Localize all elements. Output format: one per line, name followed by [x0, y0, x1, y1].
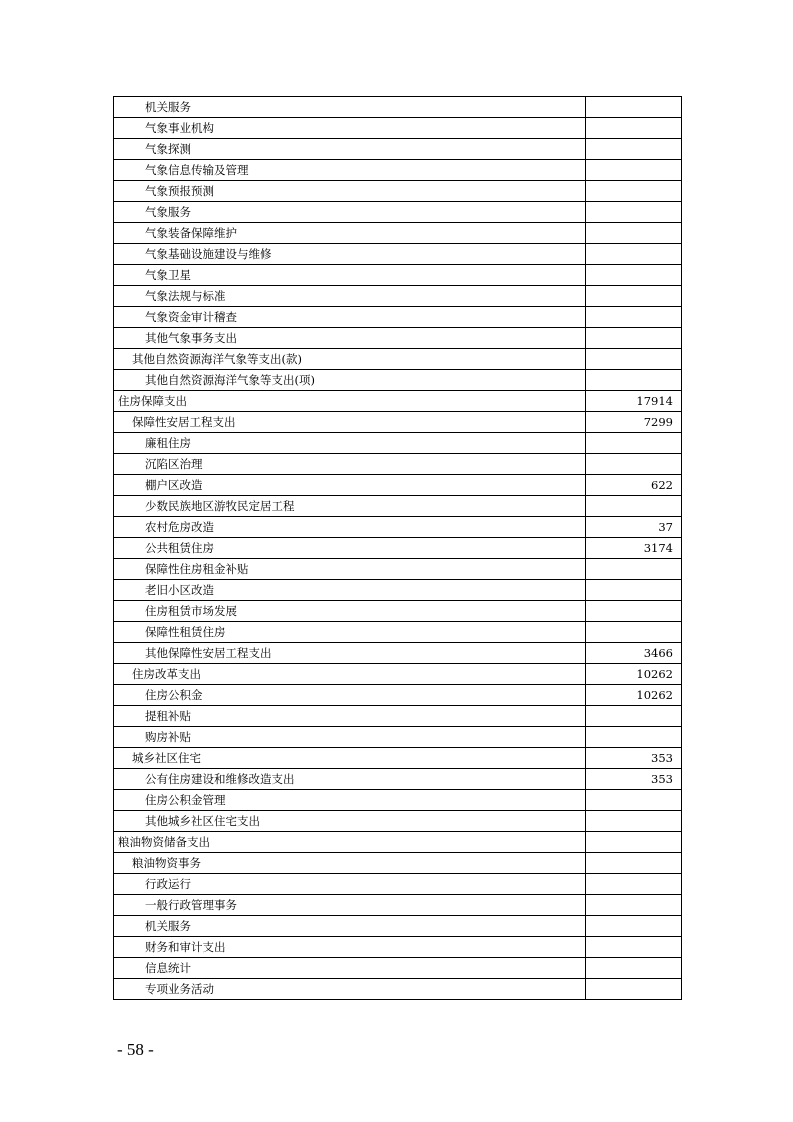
table-row — [114, 832, 682, 853]
item-name-cell: 住房改革支出 — [114, 664, 586, 685]
amount-cell — [586, 706, 682, 727]
table-row — [114, 454, 682, 475]
amount-cell — [586, 160, 682, 181]
item-name-cell: 住房保障支出 — [114, 391, 586, 412]
table-row — [114, 769, 682, 790]
amount-cell — [586, 937, 682, 958]
table-row — [114, 958, 682, 979]
item-name-cell: 廉租住房 — [114, 433, 586, 454]
amount-cell — [586, 601, 682, 622]
item-name-cell: 住房公积金 — [114, 685, 586, 706]
table-row — [114, 97, 682, 118]
amount-cell: 37 — [586, 517, 682, 538]
amount-cell — [586, 559, 682, 580]
budget-expenditure-table — [113, 96, 682, 1000]
amount-cell — [586, 223, 682, 244]
item-name-cell: 机关服务 — [114, 916, 586, 937]
item-name-cell: 其他城乡社区住宅支出 — [114, 811, 586, 832]
table-row — [114, 496, 682, 517]
item-name-cell: 提租补贴 — [114, 706, 586, 727]
item-name-cell: 气象事业机构 — [114, 118, 586, 139]
table-row — [114, 937, 682, 958]
item-name-cell: 棚户区改造 — [114, 475, 586, 496]
amount-cell — [586, 244, 682, 265]
page-number: - 58 - — [117, 1040, 154, 1059]
amount-cell — [586, 622, 682, 643]
table-row — [114, 601, 682, 622]
amount-cell — [586, 433, 682, 454]
table-row — [114, 391, 682, 412]
item-name-cell: 购房补贴 — [114, 727, 586, 748]
item-name-cell: 专项业务活动 — [114, 979, 586, 1000]
table-row — [114, 874, 682, 895]
amount-cell: 10262 — [586, 664, 682, 685]
table-row — [114, 202, 682, 223]
amount-cell — [586, 811, 682, 832]
amount-cell — [586, 349, 682, 370]
item-name-cell: 气象法规与标准 — [114, 286, 586, 307]
amount-cell — [586, 265, 682, 286]
amount-cell — [586, 895, 682, 916]
table-row — [114, 853, 682, 874]
amount-cell — [586, 139, 682, 160]
table-row — [114, 685, 682, 706]
table-row — [114, 517, 682, 538]
item-name-cell: 气象预报预测 — [114, 181, 586, 202]
item-name-cell: 农村危房改造 — [114, 517, 586, 538]
table-row — [114, 643, 682, 664]
item-name-cell: 粮油物资储备支出 — [114, 832, 586, 853]
table-row — [114, 412, 682, 433]
amount-cell — [586, 580, 682, 601]
amount-cell — [586, 286, 682, 307]
table-row — [114, 979, 682, 1000]
amount-cell: 3466 — [586, 643, 682, 664]
table-row — [114, 349, 682, 370]
table-row — [114, 370, 682, 391]
table-row — [114, 559, 682, 580]
item-name-cell: 保障性租赁住房 — [114, 622, 586, 643]
table-row — [114, 160, 682, 181]
item-name-cell: 气象装备保障维护 — [114, 223, 586, 244]
item-name-cell: 机关服务 — [114, 97, 586, 118]
amount-cell: 10262 — [586, 685, 682, 706]
table-row — [114, 622, 682, 643]
table-row — [114, 811, 682, 832]
item-name-cell: 气象基础设施建设与维修 — [114, 244, 586, 265]
item-name-cell: 其他气象事务支出 — [114, 328, 586, 349]
item-name-cell: 保障性安居工程支出 — [114, 412, 586, 433]
table-row — [114, 265, 682, 286]
table-row — [114, 580, 682, 601]
item-name-cell: 气象信息传输及管理 — [114, 160, 586, 181]
item-name-cell: 公有住房建设和维修改造支出 — [114, 769, 586, 790]
table-row — [114, 727, 682, 748]
amount-cell — [586, 97, 682, 118]
table-row — [114, 433, 682, 454]
amount-cell: 622 — [586, 475, 682, 496]
table-row — [114, 748, 682, 769]
amount-cell — [586, 853, 682, 874]
item-name-cell: 公共租赁住房 — [114, 538, 586, 559]
item-name-cell: 少数民族地区游牧民定居工程 — [114, 496, 586, 517]
item-name-cell: 沉陷区治理 — [114, 454, 586, 475]
amount-cell — [586, 454, 682, 475]
item-name-cell: 气象资金审计稽查 — [114, 307, 586, 328]
amount-cell: 353 — [586, 769, 682, 790]
item-name-cell: 其他自然资源海洋气象等支出(款) — [114, 349, 586, 370]
amount-cell: 3174 — [586, 538, 682, 559]
amount-cell: 7299 — [586, 412, 682, 433]
amount-cell — [586, 496, 682, 517]
table-row — [114, 286, 682, 307]
item-name-cell: 一般行政管理事务 — [114, 895, 586, 916]
table-row — [114, 244, 682, 265]
amount-cell — [586, 370, 682, 391]
table-row — [114, 664, 682, 685]
table-body — [114, 97, 682, 1000]
item-name-cell: 粮油物资事务 — [114, 853, 586, 874]
item-name-cell: 气象服务 — [114, 202, 586, 223]
amount-cell: 353 — [586, 748, 682, 769]
table-row — [114, 895, 682, 916]
table-row — [114, 475, 682, 496]
table-row — [114, 181, 682, 202]
item-name-cell: 财务和审计支出 — [114, 937, 586, 958]
amount-cell — [586, 307, 682, 328]
amount-cell — [586, 916, 682, 937]
table-row — [114, 139, 682, 160]
item-name-cell: 气象探测 — [114, 139, 586, 160]
amount-cell — [586, 727, 682, 748]
amount-cell — [586, 181, 682, 202]
table-row — [114, 538, 682, 559]
amount-cell — [586, 979, 682, 1000]
item-name-cell: 老旧小区改造 — [114, 580, 586, 601]
amount-cell — [586, 202, 682, 223]
item-name-cell: 其他保障性安居工程支出 — [114, 643, 586, 664]
amount-cell — [586, 874, 682, 895]
amount-cell — [586, 790, 682, 811]
amount-cell — [586, 958, 682, 979]
item-name-cell: 城乡社区住宅 — [114, 748, 586, 769]
amount-cell: 17914 — [586, 391, 682, 412]
item-name-cell: 其他自然资源海洋气象等支出(项) — [114, 370, 586, 391]
table-row — [114, 307, 682, 328]
amount-cell — [586, 118, 682, 139]
table-row — [114, 916, 682, 937]
table-row — [114, 790, 682, 811]
item-name-cell: 住房公积金管理 — [114, 790, 586, 811]
item-name-cell: 行政运行 — [114, 874, 586, 895]
amount-cell — [586, 328, 682, 349]
table-row — [114, 328, 682, 349]
table-row — [114, 118, 682, 139]
item-name-cell: 信息统计 — [114, 958, 586, 979]
table-row — [114, 706, 682, 727]
item-name-cell: 住房租赁市场发展 — [114, 601, 586, 622]
item-name-cell: 保障性住房租金补贴 — [114, 559, 586, 580]
item-name-cell: 气象卫星 — [114, 265, 586, 286]
table-row — [114, 223, 682, 244]
amount-cell — [586, 832, 682, 853]
